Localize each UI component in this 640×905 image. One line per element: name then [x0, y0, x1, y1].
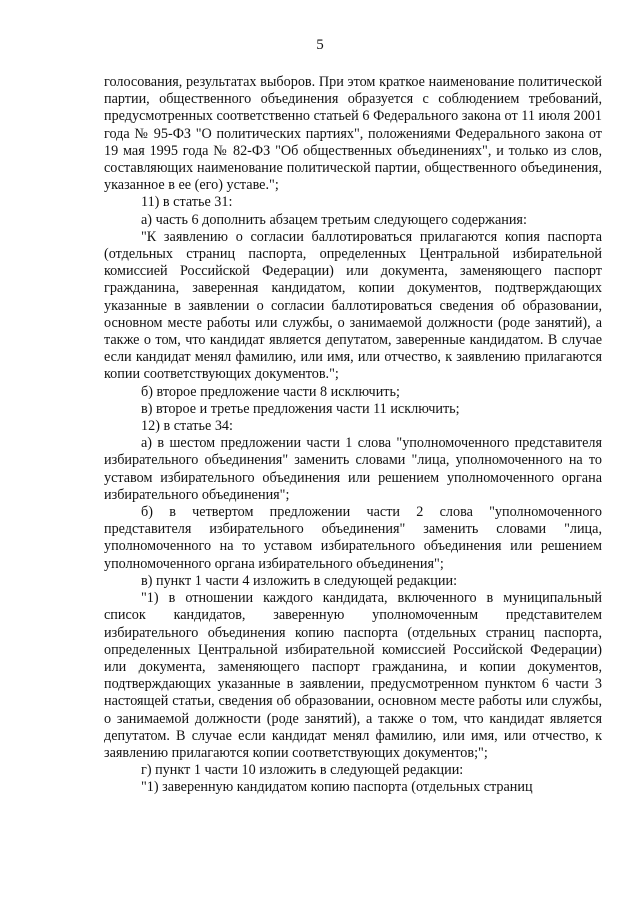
page-number: 5: [316, 37, 324, 53]
paragraph-item-12: 12) в статье 34:: [141, 418, 233, 435]
paragraph-subitem-b: б) второе предложение части 8 исключить;: [141, 383, 400, 400]
paragraph-item-11: 11) в статье 31:: [141, 194, 233, 211]
paragraph-subitem-g-34: г) пункт 1 части 10 изложить в следующей редакции:: [141, 762, 464, 779]
paragraph-subitem-a-34: а) в шестом предложении части 1 слова "уполномоченного представителя избирательного объединения" заменить словами "лица, уполномоченного на то уставом избирательного объединения или решением уполномоченного органа избирательного объединения";: [104, 435, 602, 503]
document-body: [104, 74, 602, 797]
paragraph-quote-statement: "К заявлению о согласии баллотироваться прилагаются копия паспорта (отдельных страниц паспорта, определенных Центральной избирательной комиссией Российской Федерации) или документа, заменяющего паспорт гражданина, заверенная кандидатом, копии документов, подтверждающих указанные в заявлении о согласии баллотироваться сведения об образовании, основном месте работы или службы, о занимаемой должности (роде занятий), а также о том, что кандидат является депутатом, заверенные кандидатом. В случае если кандидат менял фамилию, или имя, или отчество, к заявлению прилагаются копии соответствующих документов.";: [104, 228, 602, 383]
paragraph-subitem-b-34: б) в четвертом предложении части 2 слова "уполномоченного представителя избирательного объединения" заменить словами "лица, уполномоченного на то уставом избирательного объединения или решением уполномоченного органа избирательного объединения";: [104, 504, 602, 572]
paragraph-quote-point-1-part-10: "1) заверенную кандидатом копию паспорта (отдельных страниц: [141, 779, 533, 796]
paragraph-subitem-a: а) часть 6 дополнить абзацем третьим следующего содержания:: [141, 211, 527, 228]
paragraph-subitem-v: в) второе и третье предложения части 11 исключить;: [141, 400, 460, 417]
paragraph-continuation: голосования, результатах выборов. При этом краткое наименование политической партии, общественного объединения образуется с соблюдением требований, предусмотренных соответственно статьей 6 Федерального закона от 11 июля 2001 года № 95-ФЗ "О политических партиях", положениями Федерального закона от 19 мая 1995 года № 82-ФЗ "Об общественных объединениях", и только из слов, составляющих наименование политической партии, общественного объединения, указанное в ее (его) уставе.";: [104, 74, 602, 194]
paragraph-quote-point-1: "1) в отношении каждого кандидата, включенного в муниципальный список кандидатов, заверенную уполномоченным представителем избирательного объединения копию паспорта (отдельных страниц паспорта, определенных Центральной избирательной комиссией Российской Федерации) или документа, заменяющего паспорт гражданина, и копии документов, подтверждающих указанные в заявлении, предусмотренном пунктом 6 части 3 настоящей статьи, сведения об образовании, основном месте работы или службы, о занимаемой должности (роде занятий), а также о том, что кандидат является депутатом. В случае если кандидат менял фамилию, или имя, или отчество, к заявлению прилагаются копии соответствующих документов;";: [104, 590, 602, 761]
paragraph-subitem-v-34: в) пункт 1 части 4 изложить в следующей редакции:: [141, 572, 458, 589]
